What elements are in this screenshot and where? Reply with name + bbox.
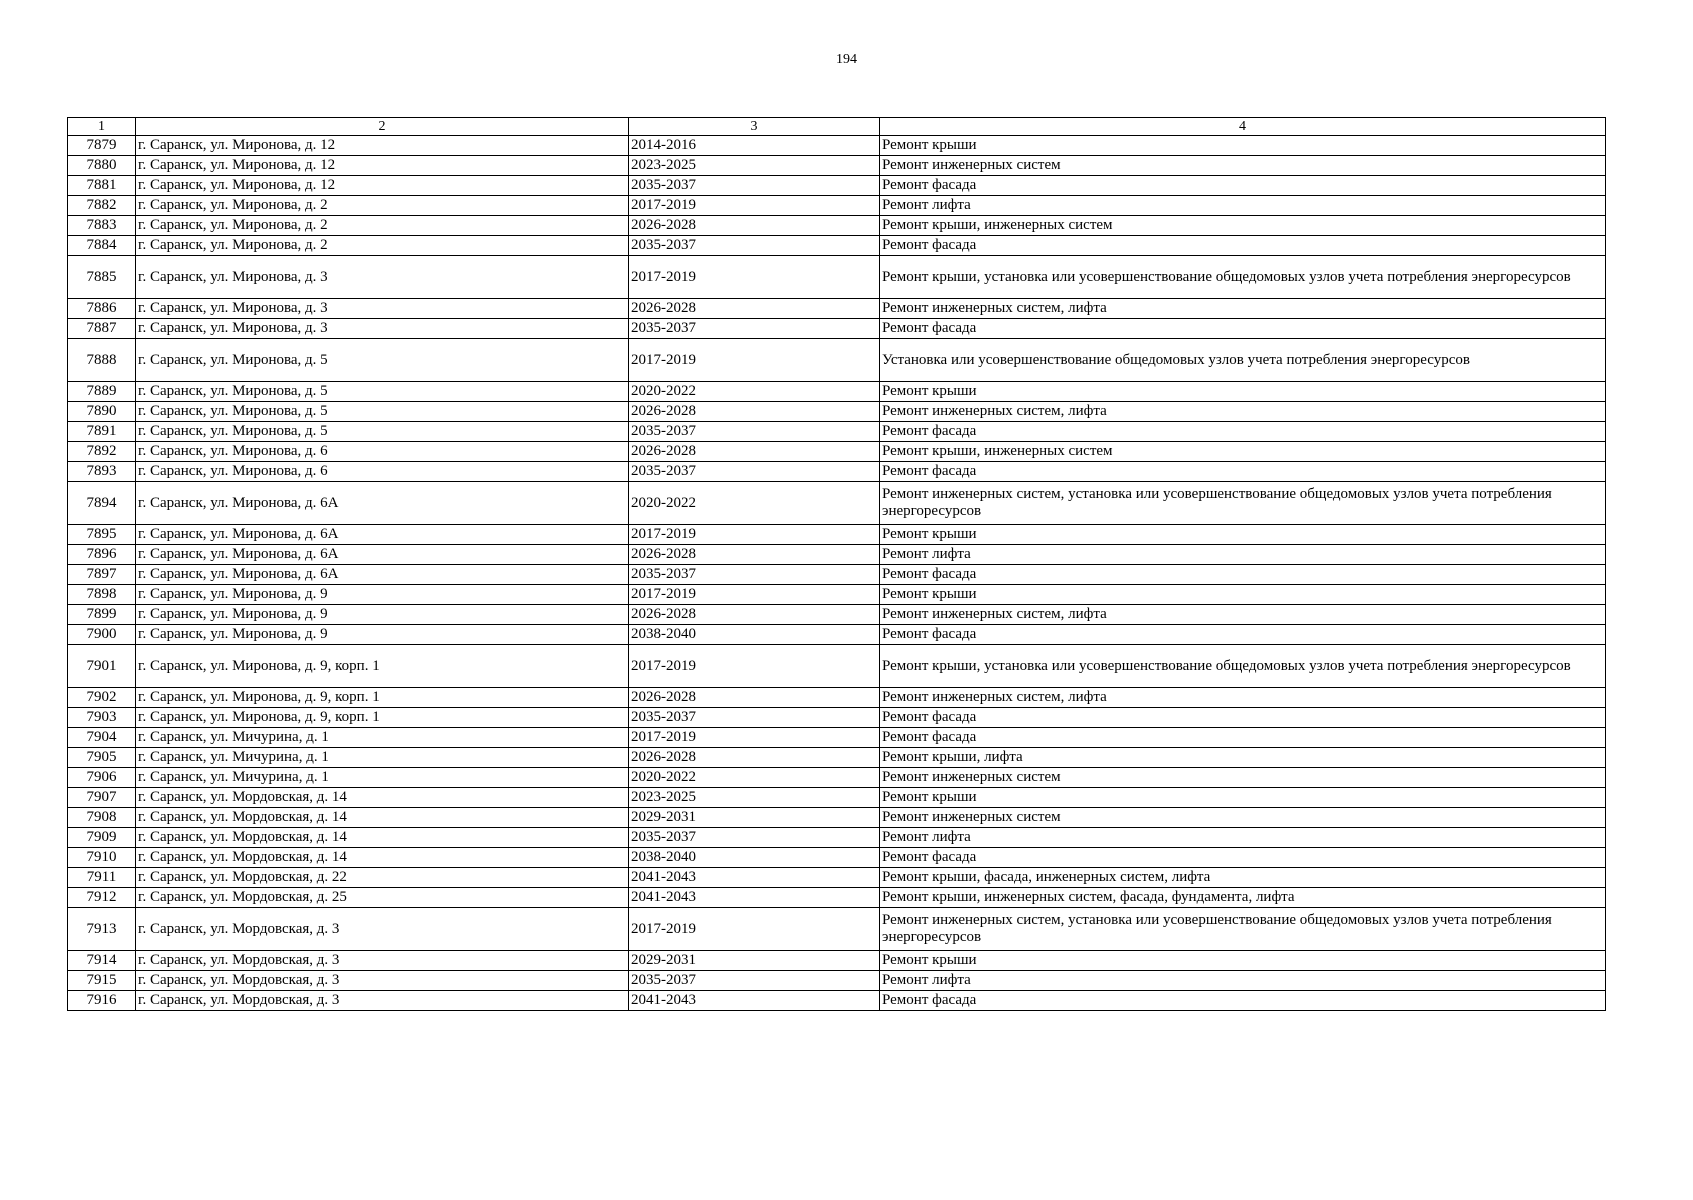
row-address-cell: г. Саранск, ул. Мордовская, д. 22 — [136, 868, 629, 888]
row-number-cell: 7911 — [68, 868, 136, 888]
table-row — [68, 768, 1606, 788]
table-row — [68, 442, 1606, 462]
table-row — [68, 828, 1606, 848]
row-work-cell: Ремонт крыши, инженерных систем, фасада, фундамента, лифта — [880, 888, 1606, 908]
repair-schedule-table — [67, 117, 1606, 1011]
row-number-cell: 7905 — [68, 748, 136, 768]
row-address-cell: г. Саранск, ул. Миронова, д. 2 — [136, 216, 629, 236]
row-period-cell: 2020-2022 — [629, 482, 880, 525]
row-number-cell: 7903 — [68, 708, 136, 728]
row-number-cell: 7906 — [68, 768, 136, 788]
table-row — [68, 136, 1606, 156]
row-address-cell: г. Саранск, ул. Мичурина, д. 1 — [136, 768, 629, 788]
table-row — [68, 991, 1606, 1011]
row-period-cell: 2041-2043 — [629, 868, 880, 888]
row-number-cell: 7886 — [68, 299, 136, 319]
table-row — [68, 688, 1606, 708]
row-number-cell: 7899 — [68, 605, 136, 625]
row-work-cell: Ремонт фасада — [880, 319, 1606, 339]
row-work-cell: Ремонт крыши — [880, 136, 1606, 156]
row-period-cell: 2026-2028 — [629, 605, 880, 625]
row-period-cell: 2035-2037 — [629, 462, 880, 482]
row-work-cell: Установка или усовершенствование общедомовых узлов учета потребления энергоресурсов — [880, 339, 1606, 382]
row-period-cell: 2026-2028 — [629, 748, 880, 768]
row-address-cell: г. Саранск, ул. Мордовская, д. 3 — [136, 971, 629, 991]
table-row — [68, 525, 1606, 545]
row-number-cell: 7884 — [68, 236, 136, 256]
row-number-cell: 7913 — [68, 908, 136, 951]
row-period-cell: 2017-2019 — [629, 908, 880, 951]
row-number-cell: 7890 — [68, 402, 136, 422]
row-address-cell: г. Саранск, ул. Мордовская, д. 3 — [136, 908, 629, 951]
row-address-cell: г. Саранск, ул. Миронова, д. 5 — [136, 402, 629, 422]
table-row — [68, 808, 1606, 828]
row-work-cell: Ремонт инженерных систем, лифта — [880, 688, 1606, 708]
table-row — [68, 196, 1606, 216]
row-number-cell: 7893 — [68, 462, 136, 482]
row-period-cell: 2023-2025 — [629, 788, 880, 808]
table-row — [68, 422, 1606, 442]
row-address-cell: г. Саранск, ул. Миронова, д. 6А — [136, 525, 629, 545]
table-row — [68, 299, 1606, 319]
table-row — [68, 565, 1606, 585]
row-address-cell: г. Саранск, ул. Мордовская, д. 3 — [136, 991, 629, 1011]
table-row — [68, 402, 1606, 422]
row-work-cell: Ремонт крыши — [880, 585, 1606, 605]
row-number-cell: 7914 — [68, 951, 136, 971]
row-number-cell: 7883 — [68, 216, 136, 236]
page-number: 194 — [836, 52, 857, 67]
row-address-cell: г. Саранск, ул. Миронова, д. 12 — [136, 156, 629, 176]
table-row — [68, 236, 1606, 256]
row-work-cell: Ремонт лифта — [880, 545, 1606, 565]
row-period-cell: 2017-2019 — [629, 196, 880, 216]
row-number-cell: 7882 — [68, 196, 136, 216]
row-number-cell: 7898 — [68, 585, 136, 605]
table-row — [68, 625, 1606, 645]
table-row — [68, 176, 1606, 196]
row-work-cell: Ремонт крыши, установка или усовершенствование общедомовых узлов учета потребления энергоресурсов — [880, 256, 1606, 299]
table-row — [68, 728, 1606, 748]
column-header-work: 4 — [880, 118, 1606, 136]
row-number-cell: 7896 — [68, 545, 136, 565]
row-address-cell: г. Саранск, ул. Мордовская, д. 14 — [136, 828, 629, 848]
row-work-cell: Ремонт инженерных систем, лифта — [880, 299, 1606, 319]
row-work-cell: Ремонт фасада — [880, 236, 1606, 256]
table-header-row — [68, 118, 1606, 136]
table-row — [68, 951, 1606, 971]
row-period-cell: 2017-2019 — [629, 256, 880, 299]
row-period-cell: 2035-2037 — [629, 422, 880, 442]
row-work-cell: Ремонт крыши — [880, 382, 1606, 402]
row-number-cell: 7881 — [68, 176, 136, 196]
row-work-cell: Ремонт лифта — [880, 828, 1606, 848]
row-period-cell: 2035-2037 — [629, 236, 880, 256]
row-number-cell: 7912 — [68, 888, 136, 908]
row-number-cell: 7879 — [68, 136, 136, 156]
row-work-cell: Ремонт лифта — [880, 971, 1606, 991]
table-row — [68, 319, 1606, 339]
row-address-cell: г. Саранск, ул. Миронова, д. 9, корп. 1 — [136, 688, 629, 708]
row-period-cell: 2014-2016 — [629, 136, 880, 156]
row-work-cell: Ремонт инженерных систем, установка или усовершенствование общедомовых узлов учета потребления энергоресурсов — [880, 908, 1606, 951]
row-number-cell: 7904 — [68, 728, 136, 748]
row-period-cell: 2035-2037 — [629, 176, 880, 196]
row-period-cell: 2041-2043 — [629, 888, 880, 908]
row-address-cell: г. Саранск, ул. Миронова, д. 3 — [136, 319, 629, 339]
row-work-cell: Ремонт инженерных систем — [880, 156, 1606, 176]
row-address-cell: г. Саранск, ул. Миронова, д. 6А — [136, 545, 629, 565]
row-address-cell: г. Саранск, ул. Миронова, д. 9, корп. 1 — [136, 645, 629, 688]
row-address-cell: г. Саранск, ул. Миронова, д. 5 — [136, 339, 629, 382]
row-address-cell: г. Саранск, ул. Миронова, д. 5 — [136, 422, 629, 442]
row-address-cell: г. Саранск, ул. Миронова, д. 9 — [136, 585, 629, 605]
table-row — [68, 216, 1606, 236]
row-period-cell: 2035-2037 — [629, 565, 880, 585]
table-row — [68, 545, 1606, 565]
row-work-cell: Ремонт крыши — [880, 951, 1606, 971]
row-address-cell: г. Саранск, ул. Мордовская, д. 3 — [136, 951, 629, 971]
row-number-cell: 7910 — [68, 848, 136, 868]
row-work-cell: Ремонт инженерных систем — [880, 808, 1606, 828]
row-work-cell: Ремонт фасада — [880, 176, 1606, 196]
table-row — [68, 888, 1606, 908]
row-address-cell: г. Саранск, ул. Миронова, д. 2 — [136, 196, 629, 216]
row-address-cell: г. Саранск, ул. Мичурина, д. 1 — [136, 748, 629, 768]
row-period-cell: 2020-2022 — [629, 382, 880, 402]
row-work-cell: Ремонт крыши — [880, 788, 1606, 808]
row-period-cell: 2026-2028 — [629, 402, 880, 422]
row-address-cell: г. Саранск, ул. Миронова, д. 3 — [136, 299, 629, 319]
table-row — [68, 645, 1606, 688]
row-number-cell: 7889 — [68, 382, 136, 402]
column-header-period: 3 — [629, 118, 880, 136]
row-address-cell: г. Саранск, ул. Миронова, д. 6А — [136, 482, 629, 525]
table-row — [68, 462, 1606, 482]
row-number-cell: 7891 — [68, 422, 136, 442]
row-work-cell: Ремонт инженерных систем, лифта — [880, 605, 1606, 625]
row-address-cell: г. Саранск, ул. Миронова, д. 6А — [136, 565, 629, 585]
row-period-cell: 2017-2019 — [629, 525, 880, 545]
table-row — [68, 382, 1606, 402]
row-number-cell: 7907 — [68, 788, 136, 808]
row-period-cell: 2029-2031 — [629, 808, 880, 828]
row-work-cell: Ремонт фасада — [880, 422, 1606, 442]
row-work-cell: Ремонт фасада — [880, 625, 1606, 645]
row-number-cell: 7909 — [68, 828, 136, 848]
row-period-cell: 2017-2019 — [629, 339, 880, 382]
table-row — [68, 708, 1606, 728]
row-work-cell: Ремонт фасада — [880, 991, 1606, 1011]
row-number-cell: 7888 — [68, 339, 136, 382]
table-row — [68, 908, 1606, 951]
row-work-cell: Ремонт инженерных систем — [880, 768, 1606, 788]
row-address-cell: г. Саранск, ул. Мордовская, д. 14 — [136, 788, 629, 808]
table-row — [68, 605, 1606, 625]
row-period-cell: 2029-2031 — [629, 951, 880, 971]
row-number-cell: 7901 — [68, 645, 136, 688]
row-work-cell: Ремонт лифта — [880, 196, 1606, 216]
column-header-number: 1 — [68, 118, 136, 136]
row-address-cell: г. Саранск, ул. Миронова, д. 9 — [136, 625, 629, 645]
row-work-cell: Ремонт инженерных систем, установка или усовершенствование общедомовых узлов учета потребления энергоресурсов — [880, 482, 1606, 525]
row-work-cell: Ремонт фасада — [880, 565, 1606, 585]
row-number-cell: 7908 — [68, 808, 136, 828]
table-row — [68, 482, 1606, 525]
row-address-cell: г. Саранск, ул. Мордовская, д. 14 — [136, 808, 629, 828]
row-period-cell: 2041-2043 — [629, 991, 880, 1011]
row-work-cell: Ремонт крыши, инженерных систем — [880, 216, 1606, 236]
table-row — [68, 848, 1606, 868]
row-number-cell: 7915 — [68, 971, 136, 991]
row-period-cell: 2017-2019 — [629, 728, 880, 748]
row-work-cell: Ремонт крыши, лифта — [880, 748, 1606, 768]
row-address-cell: г. Саранск, ул. Миронова, д. 5 — [136, 382, 629, 402]
row-address-cell: г. Саранск, ул. Миронова, д. 12 — [136, 136, 629, 156]
row-address-cell: г. Саранск, ул. Миронова, д. 3 — [136, 256, 629, 299]
row-period-cell: 2026-2028 — [629, 299, 880, 319]
table-row — [68, 788, 1606, 808]
table-row — [68, 256, 1606, 299]
row-period-cell: 2035-2037 — [629, 319, 880, 339]
row-period-cell: 2026-2028 — [629, 442, 880, 462]
row-number-cell: 7902 — [68, 688, 136, 708]
row-number-cell: 7887 — [68, 319, 136, 339]
row-work-cell: Ремонт крыши, фасада, инженерных систем, лифта — [880, 868, 1606, 888]
row-address-cell: г. Саранск, ул. Мичурина, д. 1 — [136, 728, 629, 748]
table-body — [68, 118, 1606, 1011]
row-period-cell: 2017-2019 — [629, 585, 880, 605]
row-period-cell: 2026-2028 — [629, 545, 880, 565]
table-row — [68, 339, 1606, 382]
table-row — [68, 748, 1606, 768]
row-period-cell: 2035-2037 — [629, 971, 880, 991]
row-period-cell: 2023-2025 — [629, 156, 880, 176]
row-number-cell: 7900 — [68, 625, 136, 645]
row-number-cell: 7916 — [68, 991, 136, 1011]
row-address-cell: г. Саранск, ул. Миронова, д. 12 — [136, 176, 629, 196]
row-number-cell: 7880 — [68, 156, 136, 176]
row-work-cell: Ремонт фасада — [880, 848, 1606, 868]
row-work-cell: Ремонт крыши, установка или усовершенствование общедомовых узлов учета потребления энергоресурсов — [880, 645, 1606, 688]
table-row — [68, 585, 1606, 605]
table-row — [68, 156, 1606, 176]
row-number-cell: 7894 — [68, 482, 136, 525]
row-work-cell: Ремонт инженерных систем, лифта — [880, 402, 1606, 422]
row-period-cell: 2035-2037 — [629, 708, 880, 728]
row-address-cell: г. Саранск, ул. Миронова, д. 9 — [136, 605, 629, 625]
row-address-cell: г. Саранск, ул. Мордовская, д. 14 — [136, 848, 629, 868]
column-header-address: 2 — [136, 118, 629, 136]
table-row — [68, 868, 1606, 888]
row-work-cell: Ремонт фасада — [880, 708, 1606, 728]
row-period-cell: 2038-2040 — [629, 848, 880, 868]
row-work-cell: Ремонт крыши, инженерных систем — [880, 442, 1606, 462]
row-address-cell: г. Саранск, ул. Миронова, д. 2 — [136, 236, 629, 256]
row-number-cell: 7892 — [68, 442, 136, 462]
row-work-cell: Ремонт крыши — [880, 525, 1606, 545]
row-address-cell: г. Саранск, ул. Мордовская, д. 25 — [136, 888, 629, 908]
row-address-cell: г. Саранск, ул. Миронова, д. 9, корп. 1 — [136, 708, 629, 728]
row-period-cell: 2026-2028 — [629, 216, 880, 236]
row-number-cell: 7897 — [68, 565, 136, 585]
row-number-cell: 7885 — [68, 256, 136, 299]
row-number-cell: 7895 — [68, 525, 136, 545]
row-address-cell: г. Саранск, ул. Миронова, д. 6 — [136, 442, 629, 462]
row-period-cell: 2026-2028 — [629, 688, 880, 708]
row-address-cell: г. Саранск, ул. Миронова, д. 6 — [136, 462, 629, 482]
row-period-cell: 2017-2019 — [629, 645, 880, 688]
row-period-cell: 2035-2037 — [629, 828, 880, 848]
row-period-cell: 2020-2022 — [629, 768, 880, 788]
row-work-cell: Ремонт фасада — [880, 462, 1606, 482]
row-work-cell: Ремонт фасада — [880, 728, 1606, 748]
row-period-cell: 2038-2040 — [629, 625, 880, 645]
table-row — [68, 971, 1606, 991]
